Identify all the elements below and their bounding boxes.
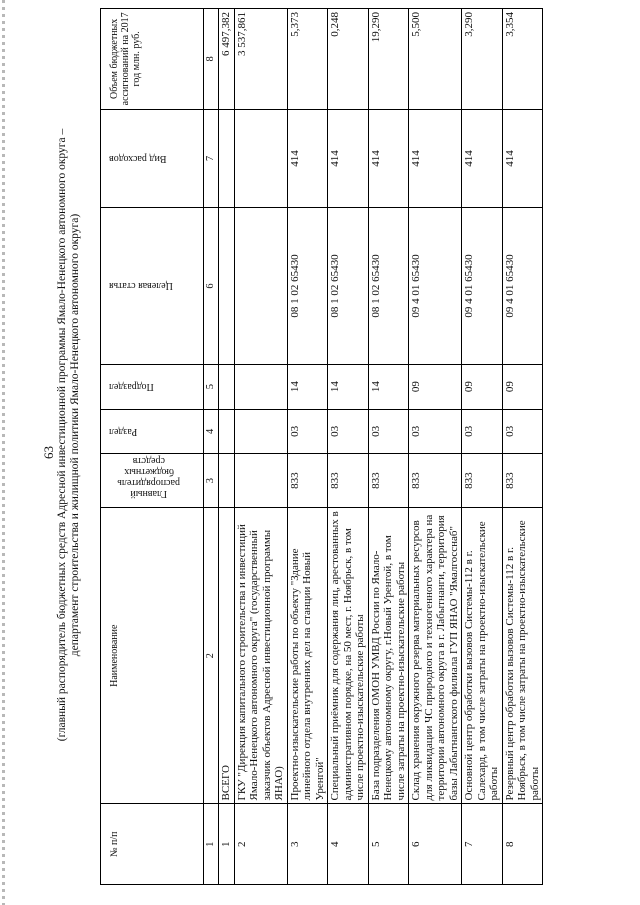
- cell-name: База подразделения ОМОН УМВД России по Ямало-Ненецкому автономному округу, г.Новый Уренгой, в том числе затраты на проектно-изыскательские работы: [368, 507, 409, 803]
- cell-podrazdel: 09: [502, 364, 543, 409]
- header-podrazdel: Подраздел: [101, 364, 204, 409]
- cell-no: 4: [328, 804, 369, 885]
- cell-glavn: [219, 454, 235, 508]
- heading-line-1: (главный распорядитель бюджетных средств Адресной инвестиционной программы Ямало-Ненецкого автономного округа –: [56, 128, 68, 742]
- table-row: [234, 9, 287, 885]
- table-row: [219, 9, 235, 885]
- colnum-4: 4: [204, 409, 219, 454]
- table-row: [287, 9, 328, 885]
- heading-line-2: департамент строительства и жилищной политики Ямало-Ненецкого автономного округа): [69, 213, 81, 657]
- cell-glavn: 833: [368, 454, 409, 508]
- cell-cel-statya: 08 1 02 65430: [368, 208, 409, 365]
- cell-cel-statya: 09 4 01 65430: [409, 208, 462, 365]
- cell-podrazdel: 09: [409, 364, 462, 409]
- cell-cel-statya: 09 4 01 65430: [502, 208, 543, 365]
- cell-cel-statya: 08 1 02 65430: [328, 208, 369, 365]
- table-row: [328, 9, 369, 885]
- header-razdel: Раздел: [101, 409, 204, 454]
- cell-vid-rashodov: 414: [287, 109, 328, 207]
- cell-cel-statya: [234, 208, 287, 365]
- cell-glavn: 833: [328, 454, 369, 508]
- cell-name: Основной центр обработки вызовов Системы-112 в г. Салехард, в том числе затраты на проектно-изыскательские работы: [462, 507, 503, 803]
- cell-vid-rashodov: 414: [462, 109, 503, 207]
- cell-vid-rashodov: [234, 109, 287, 207]
- cell-glavn: 833: [502, 454, 543, 508]
- cell-obem: 3,290: [462, 9, 503, 110]
- header-vid-rashodov: Вид расходов: [101, 109, 204, 207]
- cell-cel-statya: 08 1 02 65430: [287, 208, 328, 365]
- cell-name: ГКУ "Дирекция капитального строительства и инвестиций Ямало-Ненецкого автономного округа" (государственный заказчик объектов Адресной инвестиционной программы ЯНАО): [234, 507, 287, 803]
- cell-vid-rashodov: 414: [502, 109, 543, 207]
- column-number-row: [204, 9, 219, 885]
- page-number: 63: [41, 446, 56, 459]
- header-name: Наименование: [101, 507, 204, 803]
- cell-razdel: 03: [462, 409, 503, 454]
- cell-podrazdel: 14: [287, 364, 328, 409]
- header-row: [101, 9, 204, 885]
- table-row: [462, 9, 503, 885]
- cell-obem: 3 537,861: [234, 9, 287, 110]
- cell-obem: 19,290: [368, 9, 409, 110]
- cell-obem: 0,248: [328, 9, 369, 110]
- cell-no: 3: [287, 804, 328, 885]
- table-row: [409, 9, 462, 885]
- header-obem: Объем бюджетных ассигнований на 2017 год млн. руб.: [101, 9, 204, 110]
- header-glavn: Главный распорядитель бюджетных средств: [101, 454, 204, 508]
- cell-obem: 5,500: [409, 9, 462, 110]
- header-no: № п/п: [101, 804, 204, 885]
- cell-obem: 6 497,382: [219, 9, 235, 110]
- colnum-5: 5: [204, 364, 219, 409]
- table-row: [502, 9, 543, 885]
- header-cel-statya: Целевая статья: [101, 208, 204, 365]
- cell-no: 8: [502, 804, 543, 885]
- budget-table: [100, 8, 543, 885]
- document-heading: [56, 75, 82, 795]
- cell-razdel: 03: [287, 409, 328, 454]
- cell-name: ВСЕГО: [219, 507, 235, 803]
- cell-name: Проектно-изыскательские работы по объекту "Здание линейного отдела внутренних дел на станции Новый Уренгой": [287, 507, 328, 803]
- cell-podrazdel: 14: [328, 364, 369, 409]
- colnum-8: 8: [204, 9, 219, 110]
- colnum-3: 3: [204, 454, 219, 508]
- cell-razdel: 03: [368, 409, 409, 454]
- cell-podrazdel: [234, 364, 287, 409]
- cell-name: Резервный центр обработки вызовов Системы-112 в г. Ноябрьск, в том числе затраты на проектно-изыскательские работы: [502, 507, 543, 803]
- cell-vid-rashodov: 414: [368, 109, 409, 207]
- cell-no: 5: [368, 804, 409, 885]
- cell-cel-statya: [219, 208, 235, 365]
- cell-vid-rashodov: 414: [328, 109, 369, 207]
- table-row: [368, 9, 409, 885]
- cell-glavn: 833: [287, 454, 328, 508]
- cell-cel-statya: 09 4 01 65430: [462, 208, 503, 365]
- colnum-7: 7: [204, 109, 219, 207]
- cell-podrazdel: 09: [462, 364, 503, 409]
- cell-obem: 5,373: [287, 9, 328, 110]
- cell-vid-rashodov: [219, 109, 235, 207]
- cell-name: Специальный приёмник для содержания лиц, арестованных в административном порядке, на 50 мест, г. Ноябрьск, в том числе проектно-изыскательские работы: [328, 507, 369, 803]
- cell-name: Склад хранения окружного резерва материальных ресурсов для ликвидации ЧС природного и техногенного характера на территории автономного округа в г. Лабытнанги, территория базы Лабытнангского филиала ГУП ЯНАО "Ямалгосснаб": [409, 507, 462, 803]
- cell-no: 2: [234, 804, 287, 885]
- cell-glavn: 833: [462, 454, 503, 508]
- cell-podrazdel: [219, 364, 235, 409]
- cell-glavn: 833: [409, 454, 462, 508]
- cell-vid-rashodov: 414: [409, 109, 462, 207]
- cell-podrazdel: 14: [368, 364, 409, 409]
- colnum-6: 6: [204, 208, 219, 365]
- cell-razdel: [219, 409, 235, 454]
- cell-obem: 3,354: [502, 9, 543, 110]
- cell-razdel: 03: [409, 409, 462, 454]
- colnum-1: 1: [204, 804, 219, 885]
- cell-no: 1: [219, 804, 235, 885]
- cell-glavn: [234, 454, 287, 508]
- colnum-2: 2: [204, 507, 219, 803]
- cell-razdel: 03: [502, 409, 543, 454]
- cell-razdel: 03: [328, 409, 369, 454]
- cell-razdel: [234, 409, 287, 454]
- cell-no: 6: [409, 804, 462, 885]
- cell-no: 7: [462, 804, 503, 885]
